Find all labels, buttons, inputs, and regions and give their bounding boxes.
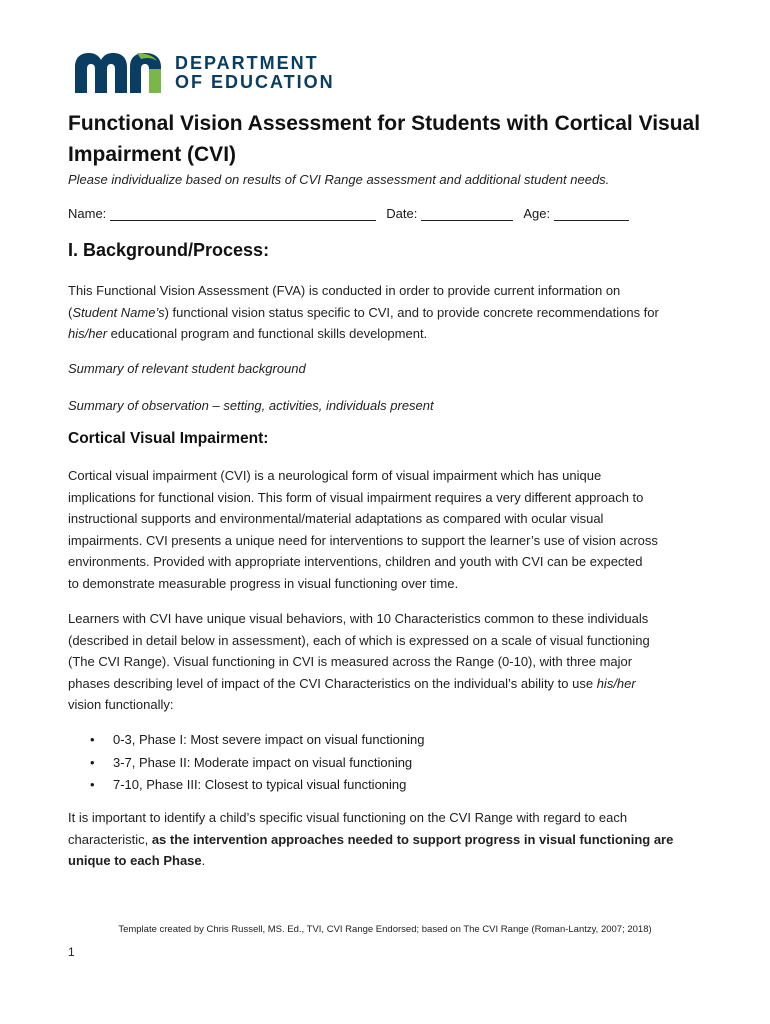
paragraph-line: impairments. CVI presents a unique need for interventions to support the learner’s use of vision across: [68, 532, 658, 548]
cvi-paragraph-3: [68, 807, 708, 872]
paragraph-line: implications for functional vision. This form of visual impairment requires a very different approach to: [68, 489, 644, 505]
date-field[interactable]: [421, 206, 513, 221]
intro-line-2: (Student Name’s) functional vision status specific to CVI, and to provide concrete recommendations for: [68, 304, 659, 320]
name-field[interactable]: [110, 206, 376, 221]
intro-line-1: This Functional Vision Assessment (FVA) is conducted in order to provide current information on: [68, 283, 621, 298]
paragraph-line: (The CVI Range). Visual functioning in CVI is measured across the Range (0-10), with three major: [68, 654, 633, 669]
paragraph-line: vision functionally:: [68, 697, 174, 712]
document-title: [68, 108, 708, 170]
title-line-1: Functional Vision Assessment for Students with Cortical Visual: [68, 112, 701, 135]
paragraph-line: Learners with CVI have unique visual behaviors, with 10 Characteristics common to these individuals: [68, 611, 649, 626]
intro-line-3: his/her educational program and functional skills development.: [68, 326, 428, 341]
paragraph-line: phases describing level of impact of the CVI Characteristics on the individual’s ability to use his/her: [68, 675, 636, 691]
paragraph-line: characteristic, as the intervention approaches needed to support progress in visual functioning are: [68, 831, 674, 847]
age-label: Age:: [523, 206, 551, 221]
section-heading-background: I. Background/Process:: [68, 240, 270, 260]
department-logo: [75, 52, 335, 94]
student-info-fields: [68, 206, 639, 221]
paragraph-line: Cortical visual impairment (CVI) is a neurological form of visual impairment which has unique: [68, 468, 602, 483]
summary-background-prompt: Summary of relevant student background: [68, 361, 306, 376]
paragraph-line: unique to each Phase.: [68, 853, 206, 868]
list-item: • 7-10, Phase III: Closest to typical visual functioning: [90, 774, 424, 797]
logo-wordmark: [175, 54, 335, 92]
paragraph-line: instructional supports and environmental/material adaptations as compared with ocular visual: [68, 511, 604, 526]
template-credit-footer: Template created by Chris Russell, MS. Ed., TVI, CVI Range Endorsed; based on The CVI Range (Roman-Lantzy, 2007; 2018): [118, 924, 652, 935]
logo-line-education: OF EDUCATION: [175, 72, 335, 92]
list-item: • 3-7, Phase II: Moderate impact on visual functioning: [90, 752, 424, 775]
cvi-phase-list: [90, 729, 424, 797]
summary-observation-prompt: Summary of observation – setting, activities, individuals present: [68, 398, 434, 413]
document-subtitle: Please individualize based on results of CVI Range assessment and additional student needs.: [68, 172, 610, 187]
mn-state-logo-icon: [75, 53, 163, 93]
background-intro-paragraph: [68, 280, 708, 345]
logo-line-department: DEPARTMENT: [175, 53, 319, 73]
section-heading-cvi: Cortical Visual Impairment:: [68, 430, 269, 447]
title-line-2: Impairment (CVI): [68, 143, 237, 166]
cvi-paragraph-1: [68, 465, 708, 594]
age-field[interactable]: [554, 206, 629, 221]
paragraph-line: to demonstrate measurable progress in visual functioning over time.: [68, 575, 459, 591]
name-label: Name:: [68, 206, 107, 221]
paragraph-line: It is important to identify a child’s specific visual functioning on the CVI Range with regard to each: [68, 810, 628, 825]
paragraph-line: environments. Provided with appropriate interventions, children and youth with CVI can be expected: [68, 554, 643, 569]
list-item: • 0-3, Phase I: Most severe impact on visual functioning: [90, 729, 424, 752]
cvi-paragraph-2: [68, 608, 708, 716]
date-label: Date:: [386, 206, 418, 221]
page-number: 1: [68, 945, 75, 959]
paragraph-line: (described in detail below in assessment), each of which is expressed on a scale of visual functioning: [68, 632, 650, 648]
